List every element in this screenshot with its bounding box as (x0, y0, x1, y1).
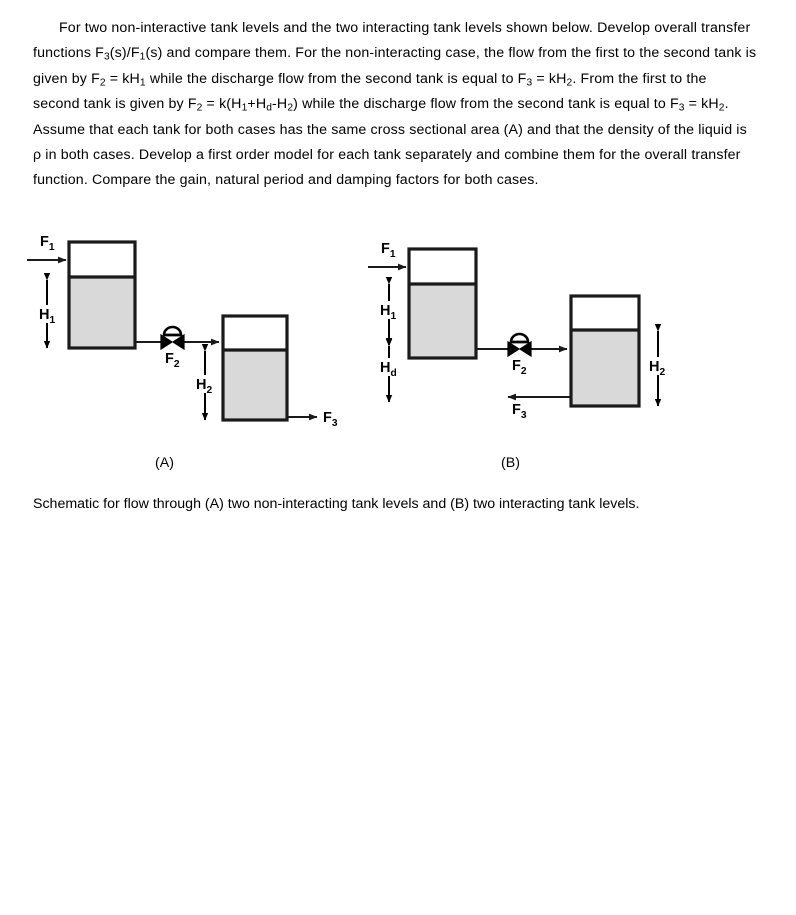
problem-text-sub-21: 3 (678, 102, 685, 114)
figure-caption: Schematic for flow through (A) two non-interacting tank levels and (B) two interacting tank levels. (33, 496, 640, 512)
problem-text-sub-7: 1 (139, 77, 146, 89)
problem-text-seg-24: . Assume that each tank for both cases has the same cross sectional area (A) and that the density of the liquid is ρ in both cases. Develop a first order model for each tank separately and combine them for the overall transfer function. Compare the gain, natural period and damping factors for both cases. (33, 96, 747, 189)
panel-a-valve-left-triangle (161, 335, 172, 349)
panel-a-label-f3: $F_3$ (323, 410, 338, 429)
panel-b-label-f2: $F_2$ (512, 358, 527, 377)
problem-text-sub-9: 3 (526, 77, 533, 89)
panel-a-tank-2 (223, 316, 287, 420)
panel-b-label-h2: $H_2$ (649, 359, 666, 378)
problem-text-sub-15: 1 (241, 102, 248, 114)
panel-b-label-hd: $H_d$ (380, 360, 397, 379)
panel-a-label-h1: $H_1$ (39, 307, 56, 326)
panel-b-group (368, 241, 669, 421)
problem-text-sub-11: 2 (566, 77, 573, 89)
panel-b-valve-left-triangle (508, 342, 519, 356)
panel-b-tank-1-liquid (409, 284, 476, 358)
problem-text-seg-12: . From the first to the second tank is given by F (33, 70, 707, 113)
problem-text-seg-8: while the discharge flow from the second tank is equal to F (145, 70, 527, 87)
schematic-svg (0, 218, 796, 478)
schematic-figure (0, 218, 796, 478)
panel-a-label-h2: $H_2$ (196, 377, 213, 396)
panel-b-tank-1 (409, 249, 476, 358)
problem-text-seg-16: +H (247, 96, 267, 113)
problem-text-sub-19: 2 (287, 102, 294, 114)
panel-a-tank-1 (69, 242, 135, 348)
panel-b-valve-f2-icon (508, 334, 531, 356)
problem-text-seg-0: For two non-interactive tank levels and the two interacting tank levels shown below. Develop overall transfer functions F (33, 20, 751, 62)
problem-text-seg-2: (s)/F (109, 45, 140, 62)
problem-text-seg-10: = kH (532, 70, 567, 87)
problem-text-seg-4: (s) and compare them. For the non-interacting case, the flow from the first to the second tank is given by F (33, 45, 757, 87)
problem-statement (33, 16, 757, 194)
problem-text-sub-5: 2 (99, 77, 106, 89)
panel-b-tank-2-liquid (571, 330, 639, 406)
panel-b-tank-2 (571, 296, 639, 406)
panel-a-tank-1-liquid (69, 277, 135, 348)
panel-a-group (27, 234, 338, 429)
panel-b-label-f3: $F_3$ (512, 402, 527, 421)
panel-a-label-f1: $F_1$ (40, 234, 55, 253)
panel-a-label-f2: $F_2$ (165, 351, 180, 370)
panel-a-valve-bonnet (164, 327, 181, 335)
panel-a-valve-f2-icon (161, 327, 184, 349)
panel-b-sublabel: (B) (501, 455, 520, 471)
problem-text-seg-6: = kH (105, 70, 140, 87)
panel-a-valve-right-triangle (173, 335, 184, 349)
problem-text-sub-17: d (266, 102, 273, 114)
problem-text-seg-22: = kH (684, 96, 719, 113)
panel-a-tank-2-liquid (223, 350, 287, 420)
problem-text-sub-23: 2 (718, 102, 725, 114)
problem-text-sub-1: 3 (103, 51, 110, 63)
panel-b-label-f1: $F_1$ (381, 241, 396, 260)
panel-a-sublabel: (A) (155, 455, 174, 471)
problem-text-sub-3: 1 (139, 51, 146, 63)
problem-text-seg-20: ) while the discharge flow from the second tank is equal to F (293, 96, 679, 113)
panel-b-valve-bonnet (511, 334, 528, 342)
problem-text-seg-14: = k(H (202, 96, 242, 113)
problem-text-sub-13: 2 (196, 102, 203, 114)
panel-b-valve-right-triangle (520, 342, 531, 356)
panel-b-label-h1: $H_1$ (380, 303, 397, 322)
problem-text-seg-18: -H (272, 96, 288, 113)
